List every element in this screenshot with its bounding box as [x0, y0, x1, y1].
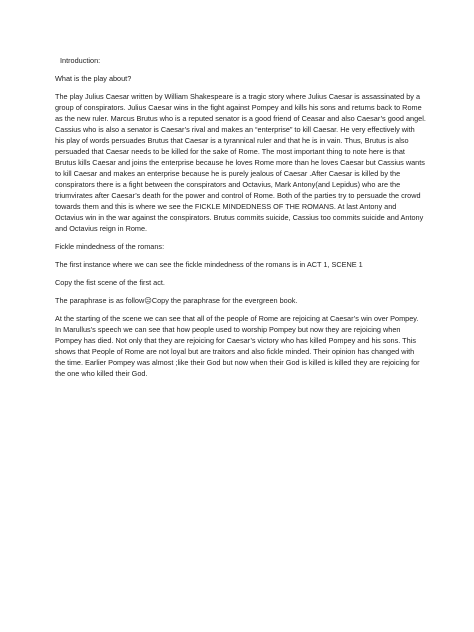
first-instance-line: The first instance where we can see the fickle mindedness of the romans is in ACT 1, SCENE 1	[55, 260, 363, 269]
introduction-heading: Introduction:	[60, 56, 101, 65]
question-line: What is the play about?	[55, 74, 132, 83]
summary-paragraph: The play Julius Caesar written by William Shakespeare is a tragic story where Julius Caesar is assassinated by a group of conspirators. Julius Caesar wins in the fight against Pompey and kills his sons and returns back to Rome as the new ruler. Marcus Brutus who is a reputed senator is a good friend of Ceasar and also Caesar’s good angel. Cassius who is also a senator is Caesar’s rival and makes an “enterprise” to kill Caesar. He very effectively with his play of words persuades Brutus that Caesar is a tyrannical ruler and that he is in vain. Thus, Brutus is also persuaded that Caesar needs to be killed for the sake of Rome. The most important thing to note here is that Brutus kills Caesar and joins the enterprise because he loves Rome more than he loves Caesar but Cassius wants to kill Caesar and makes an enterprise because he is purely jealous of Caesar .After Caesar is killed by the conspirators there is a fight between the conspirators and Octavius, Mark Antony(and Lepidus) who are the triumvirates after Caesar’s death for the power and control of Rome. Both of the parties try to persuade the crowd towards them and this is where we see the FICKLE MINDEDNESS OF THE ROMANS. At last Antony and Octavius win in the war against the conspirators. Brutus commits suicide, Cassius too commits suicide and Antony and Octavius reign in Rome.	[55, 92, 426, 233]
analysis-paragraph: At the starting of the scene we can see that all of the people of Rome are rejoicing at Caesar’s win over Pompey. In Marullus’s speech we can see that how people used to worship Pompey but now they are rejoicing when Pompey has died. Not only that they are rejoicing for Caesar’s victory who has killed Pompey and his sons. This shows that People of Rome are not loyal but are traitors and also fickle minded. Their opinion has changed with the time. Earlier Pompey was almost ;like their God but now when their God is killed is killed they are rejoicing for the one who killed their God.	[55, 314, 420, 378]
paraphrase-note: The paraphrase is as follow☹Copy the paraphrase for the evergreen book.	[55, 296, 298, 305]
fickle-heading: Fickle mindedness of the romans:	[55, 242, 165, 251]
copy-note: Copy the fist scene of the first act.	[55, 278, 165, 287]
document-body	[55, 55, 426, 386]
